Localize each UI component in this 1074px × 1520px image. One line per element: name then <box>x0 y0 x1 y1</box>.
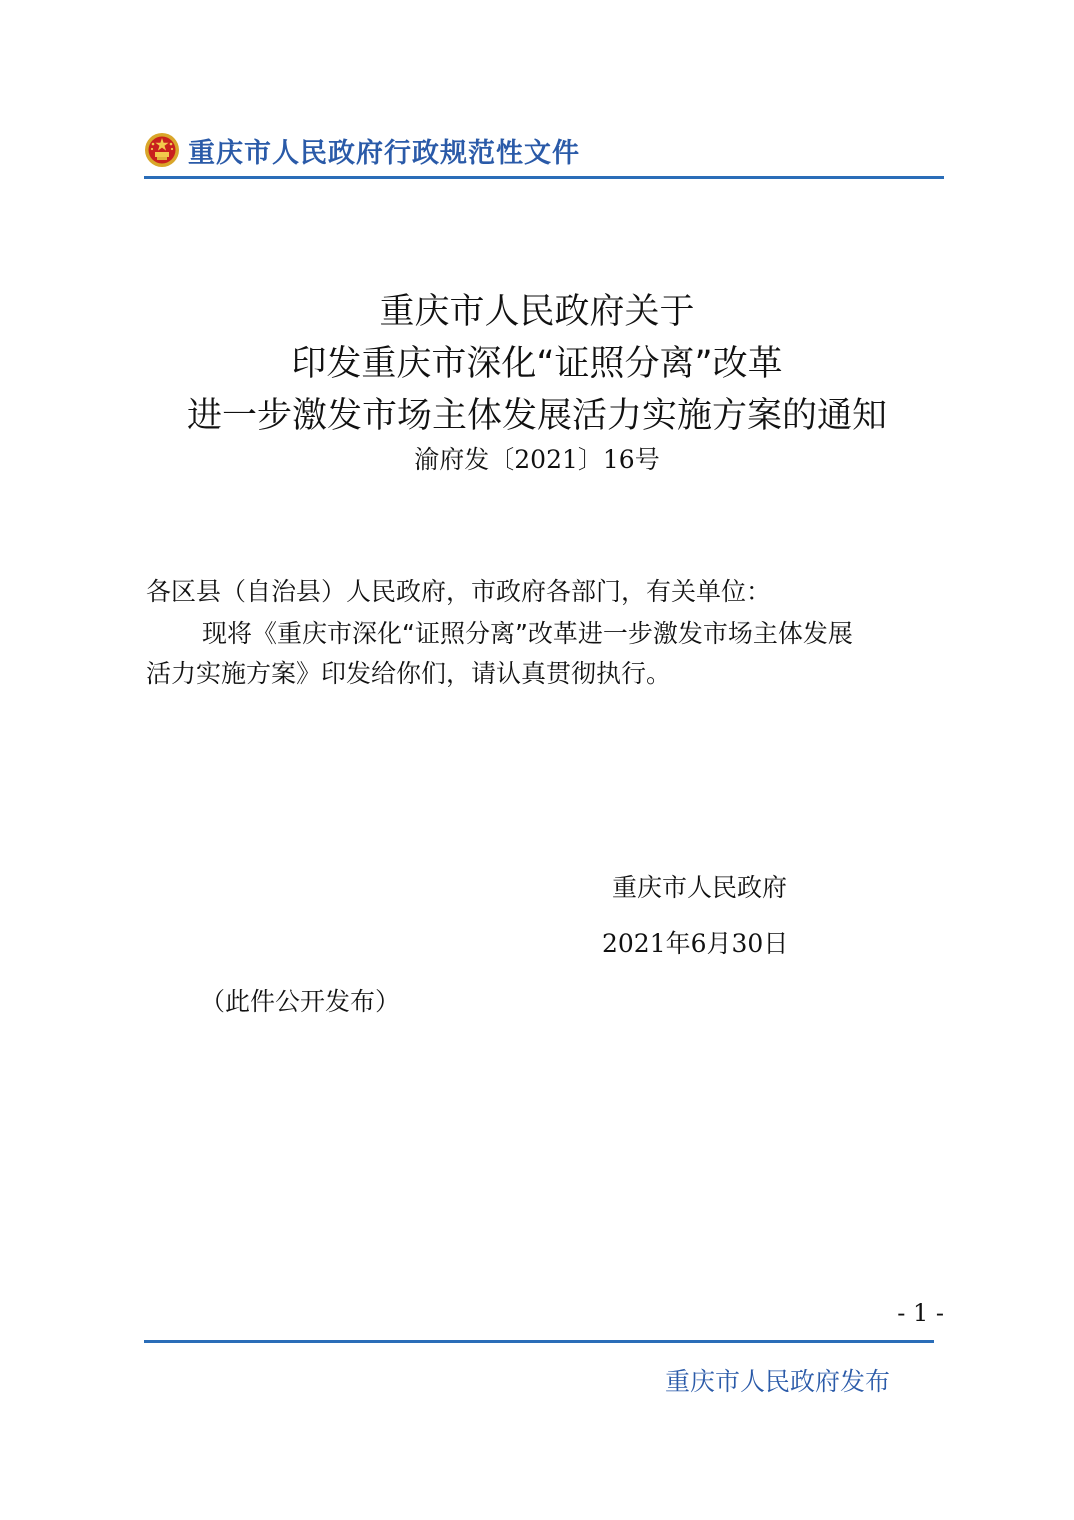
document-header <box>144 128 944 172</box>
addressee: 各区县（自治县）人民政府，市政府各部门，有关单位： <box>146 577 772 606</box>
page-number: - 1 - <box>897 1299 944 1327</box>
header-divider <box>144 176 944 179</box>
footer-divider <box>144 1340 934 1343</box>
document-title <box>100 286 974 442</box>
title-line: 重庆市人民政府关于 <box>379 292 695 332</box>
national-emblem-icon <box>144 132 180 168</box>
publish-note: （此件公开发布） <box>200 987 401 1016</box>
title-line: 印发重庆市深化“证照分离”改革 <box>291 344 783 384</box>
footer-publisher: 重庆市人民政府发布 <box>664 1367 890 1396</box>
body-paragraph-line: 现将《重庆市深化“证照分离”改革进一步激发市场主体发展 <box>202 619 853 648</box>
title-line: 进一步激发市场主体发展活力实施方案的通知 <box>186 396 887 436</box>
issue-date: 2021年6月30日 <box>602 929 789 958</box>
header-title: 重庆市人民政府行政规范性文件 <box>188 137 580 169</box>
document-number: 渝府发〔2021〕16号 <box>414 445 660 474</box>
issuer-signature: 重庆市人民政府 <box>612 873 788 902</box>
body-paragraph-line: 活力实施方案》印发给你们，请认真贯彻执行。 <box>146 659 672 688</box>
